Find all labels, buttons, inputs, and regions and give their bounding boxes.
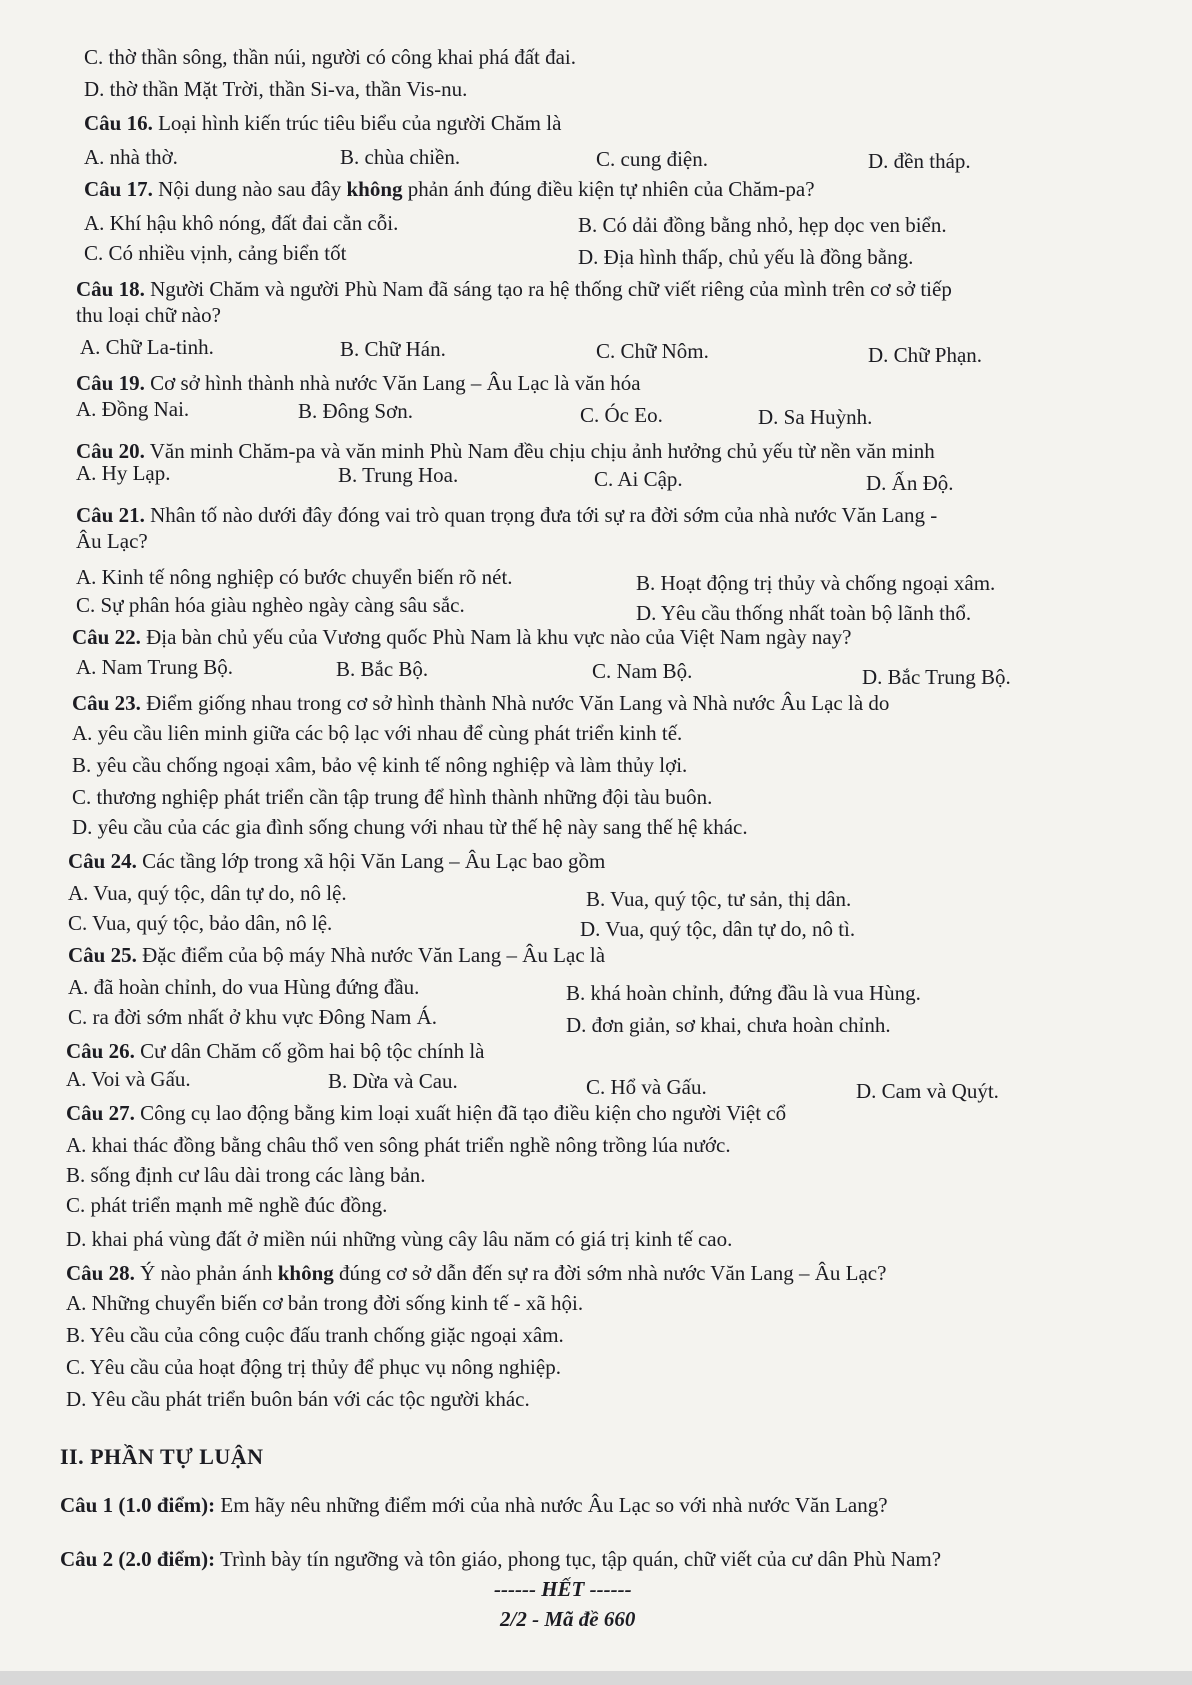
option: B. yêu cầu chống ngoại xâm, bảo vệ kinh tế nông nghiệp và làm thủy lợi. (72, 753, 688, 777)
option: B. Đông Sơn. (298, 399, 413, 423)
option: D. Yêu cầu phát triển buôn bán với các tộc người khác. (66, 1387, 530, 1411)
question-text: Âu Lạc? (76, 529, 148, 553)
option: B. Chữ Hán. (340, 337, 446, 361)
option: D. Ấn Độ. (866, 471, 954, 495)
answer-line: C. thờ thần sông, thần núi, người có công khai phá đất đai. (84, 45, 577, 69)
option: B. chùa chiền. (340, 145, 461, 169)
option: B. Yêu cầu của công cuộc đấu tranh chống giặc ngoại xâm. (66, 1323, 564, 1347)
option: B. Hoạt động trị thủy và chống ngoại xâm. (636, 571, 996, 595)
option: A. Hy Lạp. (76, 461, 171, 485)
question-25: Câu 25. Đặc điểm của bộ máy Nhà nước Văn Lang – Âu Lạc là (68, 943, 606, 967)
option: A. Vua, quý tộc, dân tự do, nô lệ. (68, 881, 347, 905)
option: B. Dừa và Cau. (328, 1069, 458, 1093)
option: A. Chữ La-tinh. (80, 335, 214, 359)
question-21: Câu 21. Nhân tố nào dưới đây đóng vai trò quan trọng đưa tới sự ra đời sớm của nhà nước Văn Lang - (76, 503, 938, 527)
option: A. Những chuyển biến cơ bản trong đời sống kinh tế - xã hội. (66, 1291, 584, 1315)
option: D. Bắc Trung Bộ. (862, 665, 1011, 689)
question-26: Câu 26. Cư dân Chăm cố gồm hai bộ tộc chính là (66, 1039, 485, 1063)
option: A. đã hoàn chỉnh, do vua Hùng đứng đầu. (68, 975, 420, 999)
essay-question-2: Câu 2 (2.0 điểm): Trình bày tín ngưỡng và tôn giáo, phong tục, tập quán, chữ viết của cư dân Phù Nam? (60, 1547, 942, 1571)
question-23: Câu 23. Điểm giống nhau trong cơ sở hình thành Nhà nước Văn Lang và Nhà nước Âu Lạc là do (72, 691, 890, 715)
option: C. ra đời sớm nhất ở khu vực Đông Nam Á. (68, 1005, 437, 1029)
option: C. Yêu cầu của hoạt động trị thủy để phục vụ nông nghiệp. (66, 1355, 561, 1379)
option: A. yêu cầu liên minh giữa các bộ lạc với nhau để cùng phát triển kinh tế. (72, 721, 683, 745)
option: C. Sự phân hóa giàu nghèo ngày càng sâu sắc. (76, 593, 465, 617)
section-heading: II. PHẦN TỰ LUẬN (60, 1444, 264, 1469)
option: D. Sa Huỳnh. (758, 405, 873, 429)
option: C. Có nhiều vịnh, cảng biển tốt (84, 241, 347, 265)
option: D. Cam và Quýt. (856, 1079, 999, 1103)
scan-edge (0, 1671, 1192, 1685)
option: C. cung điện. (596, 147, 708, 171)
option: C. Vua, quý tộc, bảo dân, nô lệ. (68, 911, 333, 935)
option: A. Voi và Gấu. (66, 1067, 191, 1091)
end-marker: ------ HẾT ------ (494, 1577, 632, 1601)
option: A. Đồng Nai. (76, 397, 190, 421)
option: C. Hổ và Gấu. (586, 1075, 707, 1099)
question-text: thu loại chữ nào? (76, 303, 221, 327)
option: C. Chữ Nôm. (596, 339, 709, 363)
question-18: Câu 18. Người Chăm và người Phù Nam đã sáng tạo ra hệ thống chữ viết riêng của mình trên cơ sở tiếp (76, 277, 952, 301)
option: D. đơn giản, sơ khai, chưa hoàn chỉnh. (566, 1013, 891, 1037)
question-19: Câu 19. Cơ sở hình thành nhà nước Văn Lang – Âu Lạc là văn hóa (76, 371, 641, 395)
option: C. Óc Eo. (580, 403, 663, 427)
question-22: Câu 22. Địa bàn chủ yếu của Vương quốc Phù Nam là khu vực nào của Việt Nam ngày nay? (72, 625, 852, 649)
option: D. Vua, quý tộc, dân tự do, nô tì. (580, 917, 856, 941)
option: A. nhà thờ. (84, 145, 178, 169)
page-code: 2/2 - Mã đề 660 (500, 1607, 636, 1631)
option: A. khai thác đồng bằng châu thổ ven sông phát triển nghề nông trồng lúa nước. (66, 1133, 731, 1157)
question-20: Câu 20. Văn minh Chăm-pa và văn minh Phù Nam đều chịu chịu ảnh hưởng chủ yếu từ nền văn minh (76, 439, 935, 463)
option: C. phát triển mạnh mẽ nghề đúc đồng. (66, 1193, 388, 1217)
option: B. Trung Hoa. (338, 463, 459, 487)
option: A. Kinh tế nông nghiệp có bước chuyển biến rõ nét. (76, 565, 513, 589)
option: B. khá hoàn chỉnh, đứng đầu là vua Hùng. (566, 981, 921, 1005)
option: D. khai phá vùng đất ở miền núi những vùng cây lâu năm có giá trị kinh tế cao. (66, 1227, 733, 1251)
option: A. Nam Trung Bộ. (76, 655, 233, 679)
question-24: Câu 24. Các tầng lớp trong xã hội Văn Lang – Âu Lạc bao gồm (68, 849, 606, 873)
question-label: Câu 16. (84, 111, 153, 135)
option: B. sống định cư lâu dài trong các làng bản. (66, 1163, 426, 1187)
option: B. Bắc Bộ. (336, 657, 429, 681)
option: D. đền tháp. (868, 149, 971, 173)
option: D. Chữ Phạn. (868, 343, 983, 367)
answer-line: D. thờ thần Mặt Trời, thần Si-va, thần Vis-nu. (84, 77, 468, 101)
question-16: Câu 16. Loại hình kiến trúc tiêu biểu của người Chăm là (84, 111, 562, 135)
option: C. thương nghiệp phát triển cần tập trung để hình thành những đội tàu buôn. (72, 785, 713, 809)
option: B. Có dải đồng bằng nhỏ, hẹp dọc ven biển. (578, 213, 947, 237)
question-27: Câu 27. Công cụ lao động bằng kim loại xuất hiện đã tạo điều kiện cho người Việt cổ (66, 1101, 787, 1125)
option: D. Địa hình thấp, chủ yếu là đồng bằng. (578, 245, 914, 269)
question-28: Câu 28. Ý nào phản ánh không đúng cơ sở dẫn đến sự ra đời sớm nhà nước Văn Lang – Âu Lạc? (66, 1261, 887, 1285)
option: B. Vua, quý tộc, tư sản, thị dân. (586, 887, 852, 911)
option: C. Ai Cập. (594, 467, 683, 491)
option: D. yêu cầu của các gia đình sống chung với nhau từ thế hệ này sang thế hệ khác. (72, 815, 748, 839)
option: C. Nam Bộ. (592, 659, 693, 683)
option: D. Yêu cầu thống nhất toàn bộ lãnh thổ. (636, 601, 972, 625)
essay-question-1: Câu 1 (1.0 điểm): Em hãy nêu những điểm mới của nhà nước Âu Lạc so với nhà nước Văn Lang? (60, 1493, 888, 1517)
option: A. Khí hậu khô nóng, đất đai cằn cỗi. (84, 211, 399, 235)
question-17: Câu 17. Nội dung nào sau đây không phản ánh đúng điều kiện tự nhiên của Chăm-pa? (84, 177, 815, 201)
